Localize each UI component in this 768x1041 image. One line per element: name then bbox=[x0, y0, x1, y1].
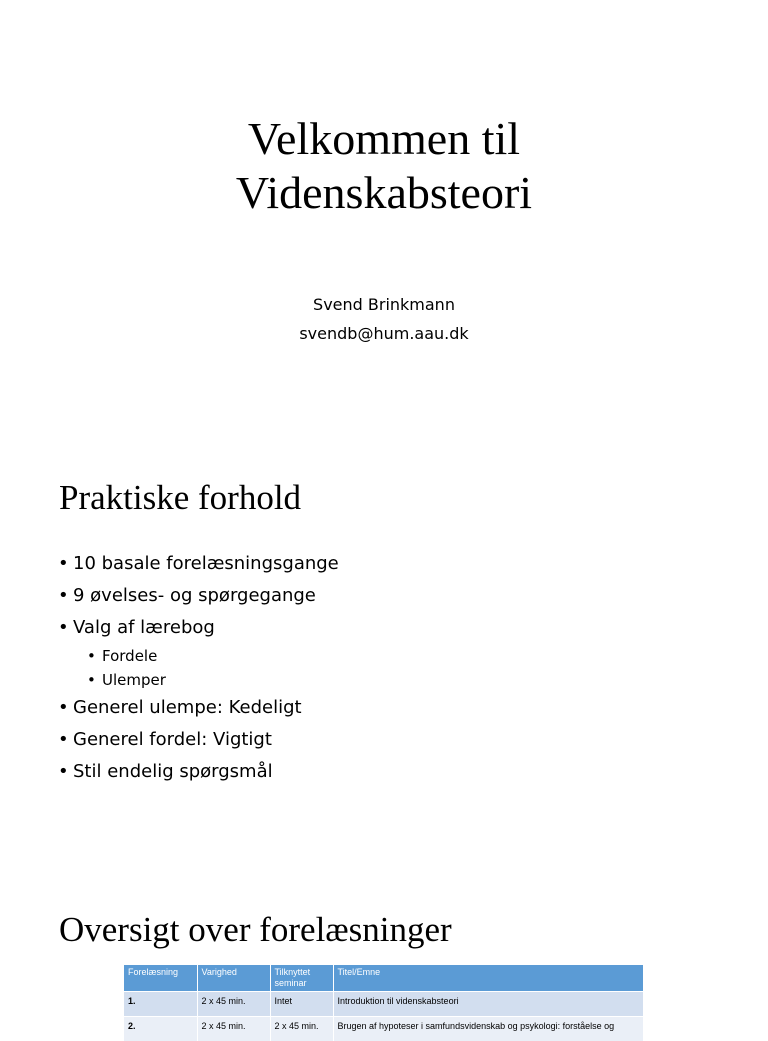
table-cell: 2 x 45 min. bbox=[197, 1017, 270, 1041]
table-cell: 2 x 45 min. bbox=[197, 992, 270, 1017]
bullet-item: • Generel ulempe: Kedeligt bbox=[58, 692, 339, 724]
table-row bbox=[124, 1017, 643, 1041]
author-block bbox=[0, 290, 768, 348]
table-header-row bbox=[124, 965, 643, 992]
lecture-table bbox=[124, 965, 644, 1041]
sub-bullet-item: • Fordele bbox=[58, 644, 339, 668]
overview-slide bbox=[0, 864, 768, 1024]
table-header-cell: Tilknyttet seminar bbox=[270, 965, 333, 992]
title-line-2: Videnskabsteori bbox=[0, 166, 768, 220]
bullet-item: • Valg af lærebog bbox=[58, 612, 339, 644]
bullet-item: • Generel fordel: Vigtigt bbox=[58, 724, 339, 756]
title-slide bbox=[0, 0, 768, 432]
bullet-item: • 9 øvelses- og spørgegange bbox=[58, 580, 339, 612]
title-line-1: Velkommen til bbox=[0, 112, 768, 166]
practical-slide bbox=[0, 432, 768, 864]
table-header-cell: Forelæsning bbox=[124, 965, 197, 992]
table-cell: Introduktion til videnskabsteori bbox=[333, 992, 643, 1017]
practical-heading: Praktiske forhold bbox=[59, 478, 301, 518]
bullet-item: • 10 basale forelæsningsgange bbox=[58, 548, 339, 580]
author-email: svendb@hum.aau.dk bbox=[0, 319, 768, 348]
table-cell: Brugen af hypoteser i samfundsvidenskab og psykologi: forståelse og bbox=[333, 1017, 643, 1041]
bullet-item: • Stil endelig spørgsmål bbox=[58, 756, 339, 788]
overview-heading: Oversigt over forelæsninger bbox=[59, 910, 452, 950]
table-header-cell: Titel/Emne bbox=[333, 965, 643, 992]
table-cell: 1. bbox=[124, 992, 197, 1017]
author-name: Svend Brinkmann bbox=[0, 290, 768, 319]
slide-title bbox=[0, 112, 768, 220]
table-header-cell: Varighed bbox=[197, 965, 270, 992]
bullet-list bbox=[58, 548, 339, 788]
table-row bbox=[124, 992, 643, 1017]
sub-bullet-item: • Ulemper bbox=[58, 668, 339, 692]
table-cell: 2. bbox=[124, 1017, 197, 1041]
table-cell: Intet bbox=[270, 992, 333, 1017]
table-cell: 2 x 45 min. bbox=[270, 1017, 333, 1041]
